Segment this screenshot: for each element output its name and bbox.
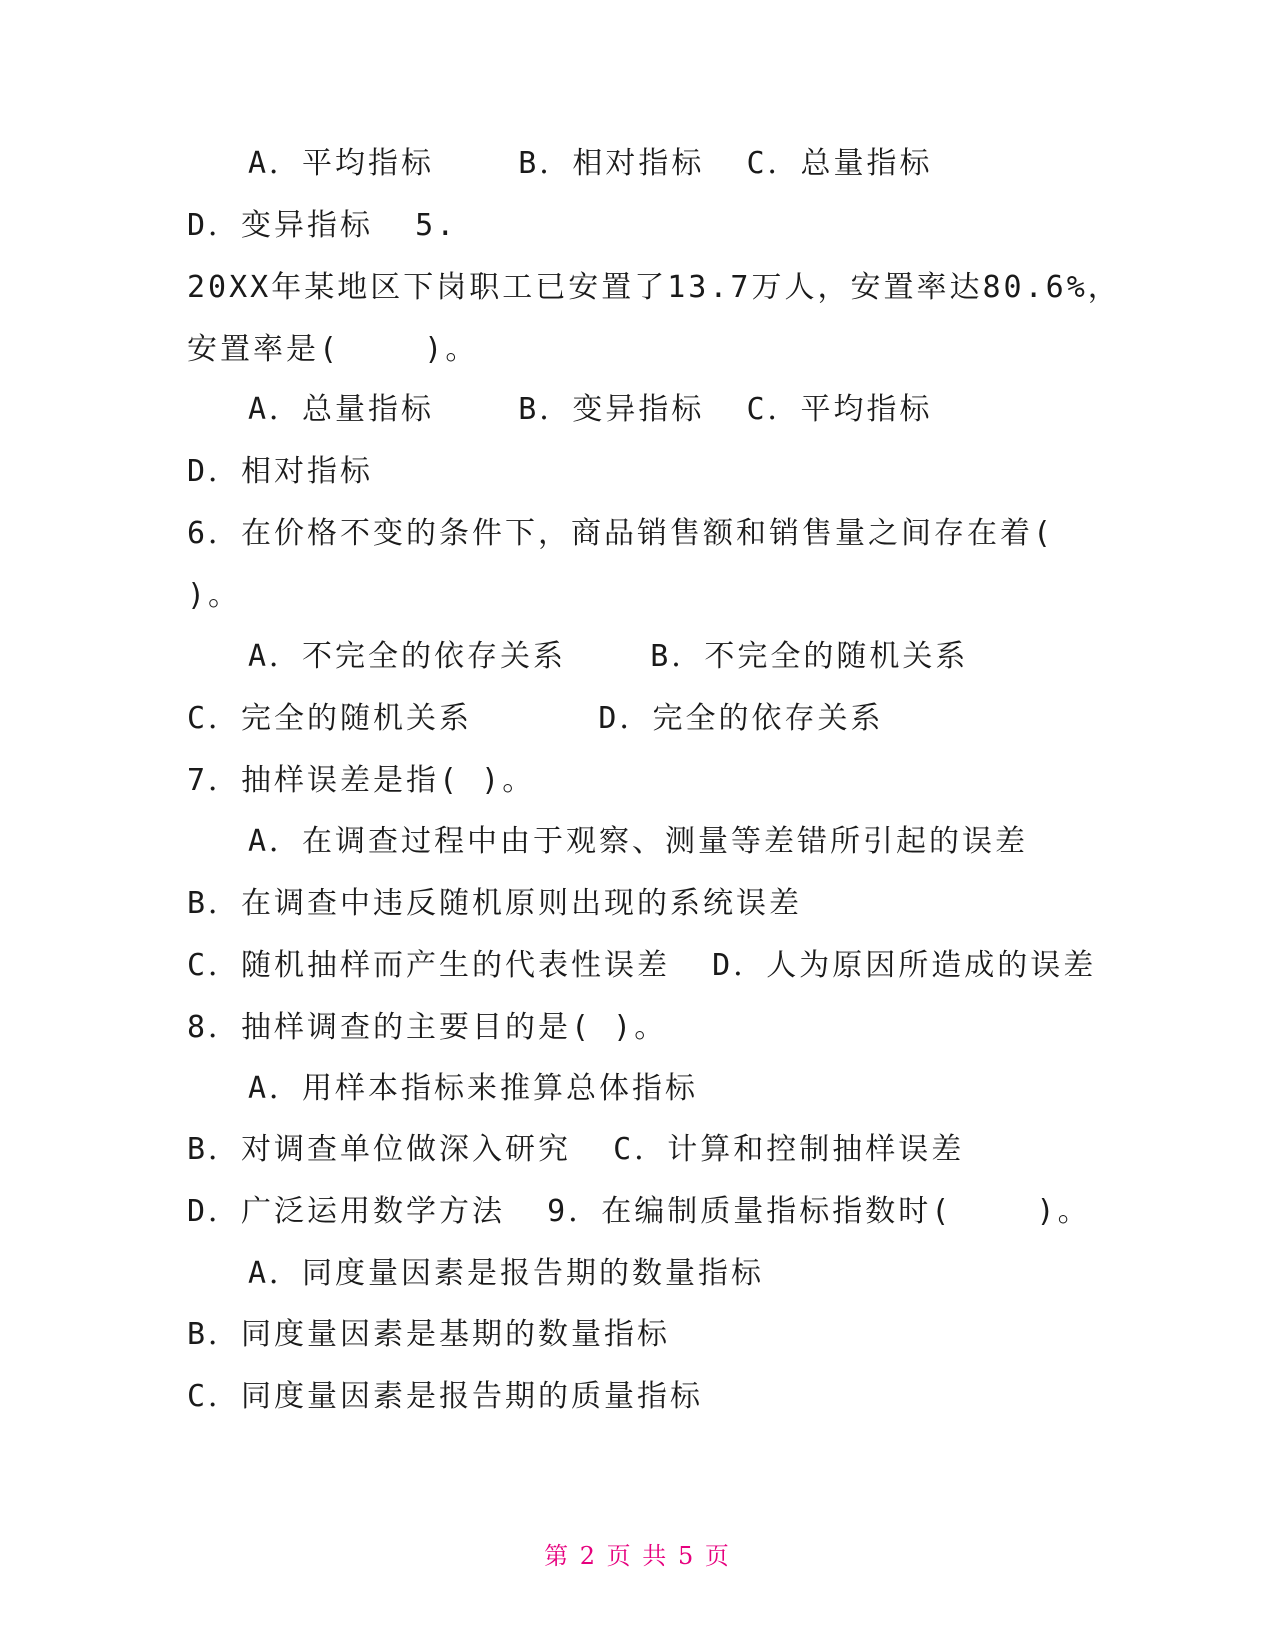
text-line: 20XX年某地区下岗职工已安置了13.7万人，安置率达80.6%， <box>187 270 1121 305</box>
text-line: C．随机抽样而产生的代表性误差 D．人为原因所造成的误差 <box>187 948 1097 983</box>
page-number-footer: 第 2 页 共 5 页 <box>544 1542 731 1570</box>
text-line: B．在调查中违反随机原则出现的系统误差 <box>187 886 803 921</box>
text-line: 6．在价格不变的条件下，商品销售额和销售量之间存在着( <box>187 516 1055 551</box>
text-line: D．变异指标 5. <box>187 208 458 243</box>
text-line: A．在调查过程中由于观察、测量等差错所引起的误差 <box>248 824 1029 859</box>
text-line: D．相对指标 <box>187 454 374 489</box>
text-line: C．完全的随机关系 D．完全的依存关系 <box>187 701 884 736</box>
text-line: 8．抽样调查的主要目的是( )。 <box>187 1010 668 1045</box>
text-line: C．同度量因素是报告期的质量指标 <box>187 1379 704 1414</box>
text-line: B．对调查单位做深入研究 C．计算和控制抽样误差 <box>187 1132 965 1167</box>
text-line: 安置率是( )。 <box>187 332 479 367</box>
text-line: D．广泛运用数学方法 9．在编制质量指标指数时( )。 <box>187 1194 1091 1229</box>
text-line: A．平均指标 B．相对指标 C．总量指标 <box>248 146 933 181</box>
text-line: A．不完全的依存关系 B．不完全的随机关系 <box>248 639 969 674</box>
text-line: B．同度量因素是基期的数量指标 <box>187 1317 671 1352</box>
text-line: A．同度量因素是报告期的数量指标 <box>248 1256 765 1291</box>
text-line: A．用样本指标来推算总体指标 <box>248 1071 699 1106</box>
text-line: 7．抽样误差是指( )。 <box>187 763 536 798</box>
text-line: )。 <box>187 578 242 613</box>
text-line: A．总量指标 B．变异指标 C．平均指标 <box>248 392 933 427</box>
